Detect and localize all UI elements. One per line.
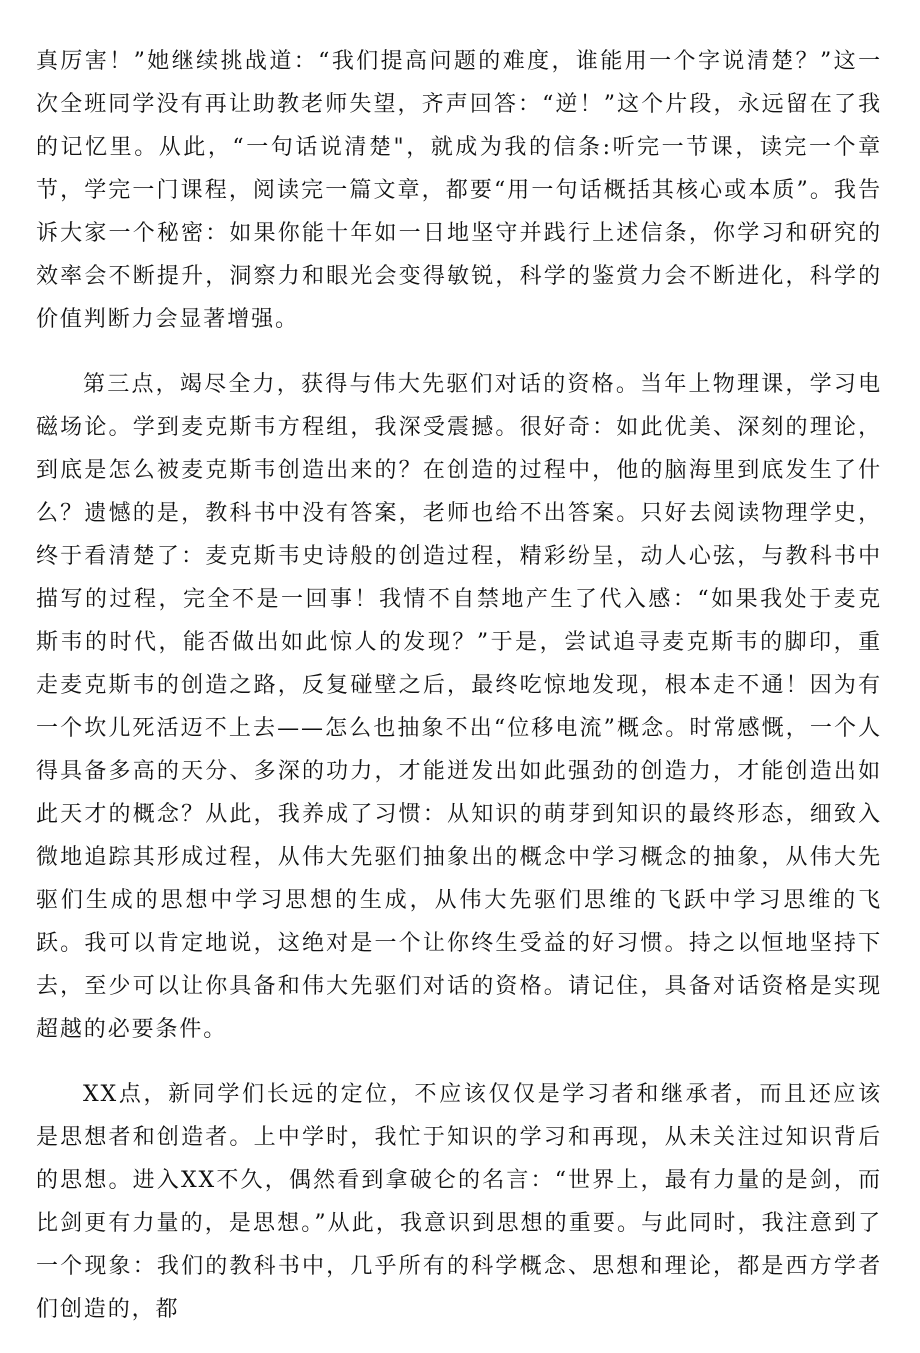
- document-page: [36, 40, 882, 1353]
- paragraph-1: 真厉害！”她继续挑战道：“我们提高问题的难度，谁能用一个字说清楚？”这一次全班同学没有再让助教老师失望，齐声回答：“逆！”这个片段，永远留在了我的记忆里。从此，“一句话说清楚"，就成为我的信条:听完一节课，读完一个章节，学完一门课程，阅读完一篇文章，都要“用一句话概括其核心或本质”。我告诉大家一个秘密：如果你能十年如一日地坚守并践行上述信条，你学习和研究的效率会不断提升，洞察力和眼光会变得敏锐，科学的鉴赏力会不断进化，科学的价值判断力会显著增强。: [36, 49, 882, 332]
- paragraph-2: 第三点，竭尽全力，获得与伟大先驱们对话的资格。当年上物理课，学习电磁场论。学到麦克斯韦方程组，我深受震撼。很好奇：如此优美、深刻的理论，到底是怎么被麦克斯韦创造出来的？在创造的过程中，他的脑海里到底发生了什么？遗憾的是，教科书中没有答案，老师也给不出答案。只好去阅读物理学史，终于看清楚了：麦克斯韦史诗般的创造过程，精彩纷呈，动人心弦，与教科书中描写的过程，完全不是一回事！我情不自禁地产生了代入感：“如果我处于麦克斯韦的时代，能否做出如此惊人的发现？”于是，尝试追寻麦克斯韦的脚印，重走麦克斯韦的创造之路，反复碰壁之后，最终吃惊地发现，根本走不通！因为有一个坎儿死活迈不上去——怎么也抽象不出“位移电流”概念。时常感慨，一个人得具备多高的天分、多深的功力，才能迸发出如此强劲的创造力，才能创造出如此天才的概念？从此，我养成了习惯：从知识的萌芽到知识的最终形态，细致入微地追踪其形成过程，从伟大先驱们抽象出的概念中学习概念的抽象，从伟大先驱们生成的思想中学习思想的生成，从伟大先驱们思维的飞跃中学习思维的飞跃。我可以肯定地说，这绝对是一个让你终生受益的好习惯。持之以恒地坚持下去，至少可以让你具备和伟大先驱们对话的资格。请记住，具备对话资格是实现超越的必要条件。: [36, 372, 882, 1042]
- paragraph-3: XX点，新同学们长远的定位，不应该仅仅是学习者和继承者，而且还应该是思想者和创造者。上中学时，我忙于知识的学习和再现，从未关注过知识背后的思想。进入XX不久，偶然看到拿破仑的名言：“世界上，最有力量的是剑，而比剑更有力量的，是思想。”从此，我意识到思想的重要。与此同时，我注意到了一个现象：我们的教科书中，几乎所有的科学概念、思想和理论，都是西方学者们创造的，都: [36, 1082, 882, 1322]
